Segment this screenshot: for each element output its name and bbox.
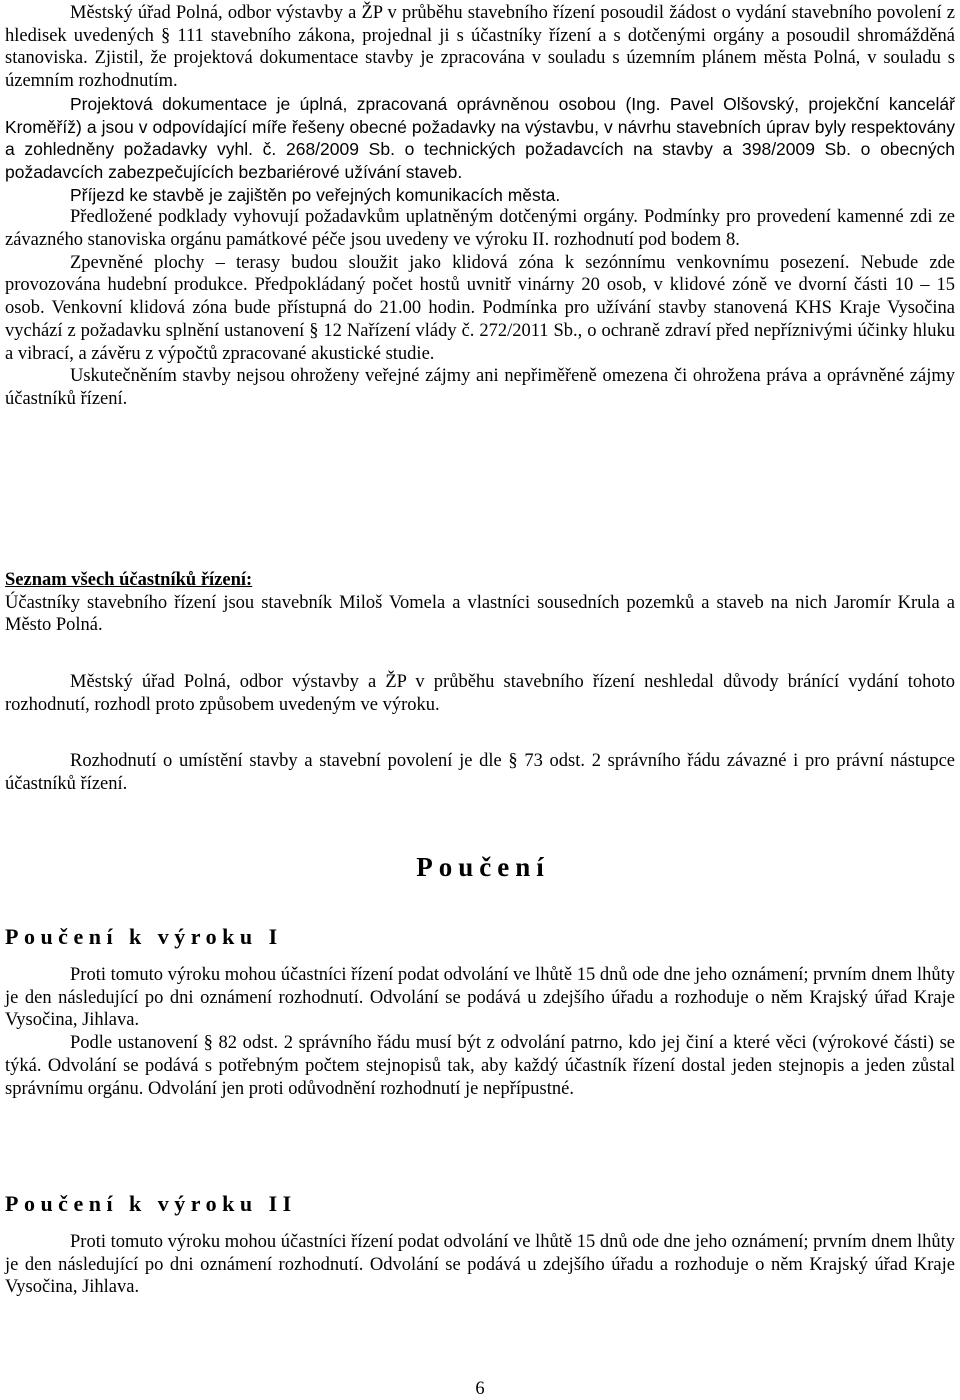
body-paragraph: Předložené podklady vyhovují požadavkům uplatněným dotčenými orgány. Podmínky pro provedení kamenné zdi ze závazného stanoviska orgánu památkové péče jsou uvedeny ve výroku II. rozhodnutí pod bodem 8. <box>5 207 955 251</box>
body-paragraph: Příjezd ke stavbě je zajištěn po veřejných komunikacích města. <box>70 184 561 205</box>
participants-heading: Seznam všech účastníků řízení: <box>5 570 253 590</box>
section-2-paragraph: Proti tomuto výroku mohou účastníci řízení podat odvolání ve lhůtě 15 dnů ode dne jeho oznámení; prvním dnem lhůty je den následující po dni oznámení rozhodnutí. Odvolání se podává u zdejšího úřadu a rozhoduje o něm Krajský úřad Kraje Vysočina, Jihlava. <box>5 1232 955 1298</box>
participants-text: Účastníky stavebního řízení jsou stavebník Miloš Vomela a vlastníci sousedních pozemků a staveb na nich Jaromír Krula a Město Polná. <box>5 592 955 636</box>
page-number: 6 <box>475 1379 485 1399</box>
section-1-paragraph: Podle ustanovení § 82 odst. 2 správního řádu musí být z odvolání patrno, kdo jej činí a které věci (výrokové části) se týká. Odvolání se podává s potřebným počtem stejnopisů tak, aby každý účastník řízení dostal jeden stejnopis a jeden zůstal správnímu orgánu. Odvolání jen proti odůvodnění rozhodnutí je nepřípustné. <box>5 1033 955 1099</box>
body-paragraph: Městský úřad Polná, odbor výstavby a ŽP v průběhu stavebního řízení posoudil žádost o vydání stavebního povolení z hledisek uvedených § 111 stavebního zákona, projednal ji s účastníky řízení a s dotčenými orgány a posoudil shromážděná stanoviska. Zjistil, že projektová dokumentace stavby je zpracována v souladu s územním plánem města Polná, v souladu s územním rozhodnutím. <box>5 3 955 92</box>
decision-paragraph: Městský úřad Polná, odbor výstavby a ŽP v průběhu stavebního řízení neshledal důvody bránící vydání tohoto rozhodnutí, rozhodl proto způsobem uvedeným ve výroku. <box>5 672 955 715</box>
body-paragraph: Zpevněné plochy – terasy budou sloužit jako klidová zóna k sezónnímu venkovnímu posezení. Nebude zde provozována hudební produkce. Předpokládaný počet hostů uvnitř vinárny 20 osob, v klidové zóně ve dvorní části 10 – 15 osob. Venkovní klidová zóna bude přístupná do 21.00 hodin. Podmínka pro užívání stavby stanovená KHS Kraje Vysočina vychází z požadavku splnění ustanovení § 12 Nařízení vlády č. 272/2011 Sb., o ochraně zdraví před nepříznivými účinky hluku a vibrací, a závěru z výpočtů zpracované akustické studie. <box>5 252 955 364</box>
section-2-title: Poučení k výroku II <box>5 1191 297 1216</box>
body-paragraph: Uskutečněním stavby nejsou ohroženy veřejné zájmy ani nepřiměřeně omezena či ohrožena práva a oprávněné zájmy účastníků řízení. <box>5 366 955 409</box>
binding-paragraph: Rozhodnutí o umístění stavby a stavební povolení je dle § 73 odst. 2 správního řádu závazné i pro právní nástupce účastníků řízení. <box>5 751 955 794</box>
participants-section <box>5 569 955 637</box>
section-1-body <box>5 964 955 1100</box>
body-paragraph: Projektová dokumentace je úplná, zpracovaná oprávněnou osobou (Ing. Pavel Olšovský, projekční kancelář Kroměříž) a jsou v odpovídající míře řešeny obecné požadavky na výstavbu, v návrhu stavebních úprav byly respektovány a zohledněny požadavky vyhl. č. 268/2009 Sb. o technických požadavcích na stavby a 398/2009 Sb. o obecných požadavcích zabezpečujících bezbariérové užívání staveb. <box>5 93 955 182</box>
reasoning-section <box>5 2 955 411</box>
section-1-paragraph: Proti tomuto výroku mohou účastníci řízení podat odvolání ve lhůtě 15 dnů ode dne jeho oznámení; prvním dnem lhůty je den následující po dni oznámení rozhodnutí. Odvolání se podává u zdejšího úřadu a rozhoduje o něm Krajský úřad Kraje Vysočina, Jihlava. <box>5 965 955 1031</box>
pouceni-title: Poučení <box>416 852 550 882</box>
section-2-body <box>5 1231 955 1299</box>
decision-section <box>5 671 955 716</box>
section-1-title: Poučení k výroku I <box>5 924 283 949</box>
binding-section <box>5 750 955 795</box>
